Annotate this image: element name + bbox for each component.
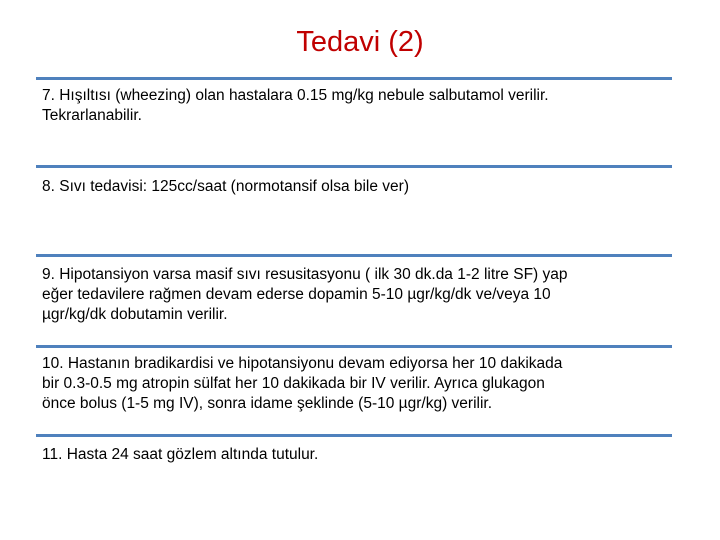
divider-line	[36, 345, 672, 348]
list-item-8: 8. Sıvı tedavisi: 125cc/saat (normotansif olsa bile ver)	[42, 178, 409, 195]
list-item-7: 7. Hışıltısı (wheezing) olan hastalara 0.15 mg/kg nebule salbutamol verilir. Tekrarlanabilir.	[42, 87, 549, 124]
divider-line	[36, 77, 672, 80]
list-item-9: 9. Hipotansiyon varsa masif sıvı resusitasyonu ( ilk 30 dk.da 1-2 litre SF) yap eğer tedavilere rağmen devam ederse dopamin 5-10 µgr/kg/dk ve/veya 10 µgr/kg/dk dobutamin verilir.	[42, 266, 568, 323]
list-item-10: 10. Hastanın bradikardisi ve hipotansiyonu devam ediyorsa her 10 dakikada bir 0.3-0.5 mg atropin sülfat her 10 dakikada bir IV verilir. Ayrıca glukagon önce bolus (1-5 mg IV), sonra idame şeklinde (5-10 µgr/kg) verilir.	[42, 355, 563, 412]
list-item-11: 11. Hasta 24 saat gözlem altında tutulur.	[42, 446, 319, 463]
divider-line	[36, 254, 672, 257]
divider-line	[36, 434, 672, 437]
divider-line	[36, 165, 672, 168]
slide-title: Tedavi (2)	[296, 26, 424, 58]
